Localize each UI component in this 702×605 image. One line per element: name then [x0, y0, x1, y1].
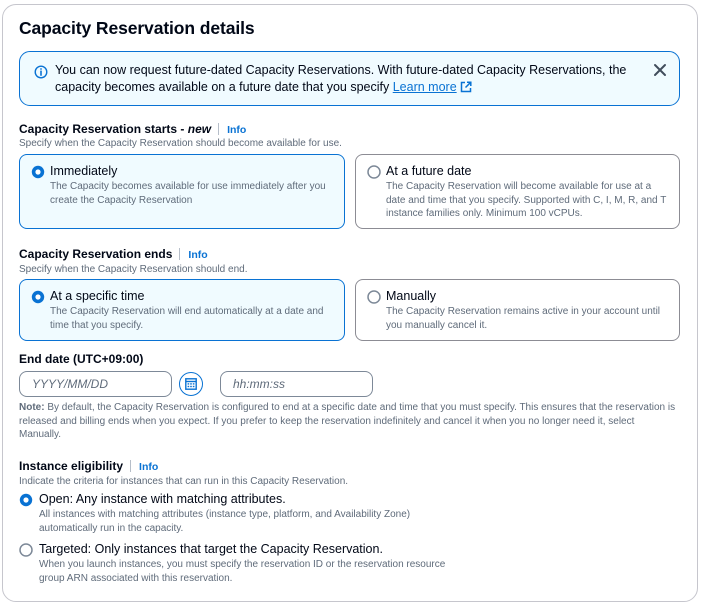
learn-more-link[interactable]: Learn more — [393, 80, 472, 94]
external-link-icon — [460, 81, 472, 93]
alert-text: You can now request future-dated Capacity Reservations. With future-dated Capacity Reservations, the capacity becomes available on a future date that you specify — [55, 63, 627, 94]
alert-message — [55, 62, 635, 96]
tile-description: The Capacity Reservation will end automatically at a date and time that you specify. — [50, 306, 324, 331]
radio-unselected-icon[interactable] — [367, 290, 381, 304]
end-date-input[interactable]: YYYY/MM/DD — [19, 371, 172, 397]
tile-title: At a specific time — [50, 289, 145, 303]
eligibility-info-link[interactable]: Info — [139, 461, 159, 473]
eligibility-targeted-option[interactable] — [19, 543, 459, 585]
eligibility-label: Instance eligibility Info — [19, 459, 159, 473]
end-date-label: End date (UTC+09:00) — [19, 352, 144, 366]
option-title: Open: Any instance with matching attributes. — [39, 492, 286, 506]
tile-title: Immediately — [50, 164, 118, 178]
starts-future-date-tile[interactable] — [355, 154, 680, 229]
info-alert — [19, 51, 680, 106]
end-time-input[interactable]: hh:mm:ss — [220, 371, 373, 397]
close-icon[interactable] — [651, 61, 669, 79]
radio-unselected-icon[interactable] — [367, 165, 381, 179]
ends-info-link[interactable]: Info — [188, 249, 208, 261]
starts-info-link[interactable]: Info — [227, 124, 247, 136]
info-circle-icon — [34, 65, 48, 79]
option-description: All instances with matching attributes (instance type, platform, and Availability Zone) automatically run in the capacity. — [39, 509, 411, 534]
option-description: When you launch instances, you must specify the reservation ID or the reservation resource group ARN associated with this reservation. — [39, 559, 446, 584]
tile-description: The Capacity Reservation will become available for use at a date and time that you specify. Supported with C, I, M, R, and T instance families only. Minimum 100 vCPUs. — [386, 181, 667, 219]
radio-selected-icon[interactable] — [31, 290, 45, 304]
ends-label: Capacity Reservation ends Info — [19, 247, 208, 261]
tile-title: At a future date — [386, 164, 472, 178]
tile-description: The Capacity Reservation remains active in your account until you manually cancel it. — [386, 306, 661, 331]
starts-description: Specify when the Capacity Reservation should become available for use. — [19, 138, 342, 149]
eligibility-description: Indicate the criteria for instances that can run in this Capacity Reservation. — [19, 476, 349, 487]
radio-selected-icon[interactable] — [19, 493, 33, 507]
radio-unselected-icon[interactable] — [19, 543, 33, 557]
end-date-note: Note: By default, the Capacity Reservation is configured to end at a specific date and time that you must specify. This ensures that the reservation is released and billing ends when you expect. If you prefer to keep the reservation indefinitely and cancel it when you no longer need it, select Manually. — [19, 402, 676, 440]
eligibility-open-option[interactable] — [19, 493, 459, 535]
tile-description: The Capacity becomes available for use immediately after you create the Capacity Reservation — [50, 181, 326, 206]
starts-label: Capacity Reservation starts - new Info — [19, 122, 247, 136]
calendar-icon — [185, 378, 197, 390]
panel-title: Capacity Reservation details — [19, 18, 255, 38]
starts-immediately-tile[interactable] — [19, 154, 345, 229]
tile-title: Manually — [386, 289, 437, 303]
radio-selected-icon[interactable] — [31, 165, 45, 179]
ends-description: Specify when the Capacity Reservation should end. — [19, 264, 248, 275]
calendar-button[interactable] — [179, 372, 203, 396]
ends-specific-time-tile[interactable] — [19, 279, 345, 341]
ends-manually-tile[interactable] — [355, 279, 680, 341]
option-title: Targeted: Only instances that target the Capacity Reservation. — [39, 542, 383, 556]
